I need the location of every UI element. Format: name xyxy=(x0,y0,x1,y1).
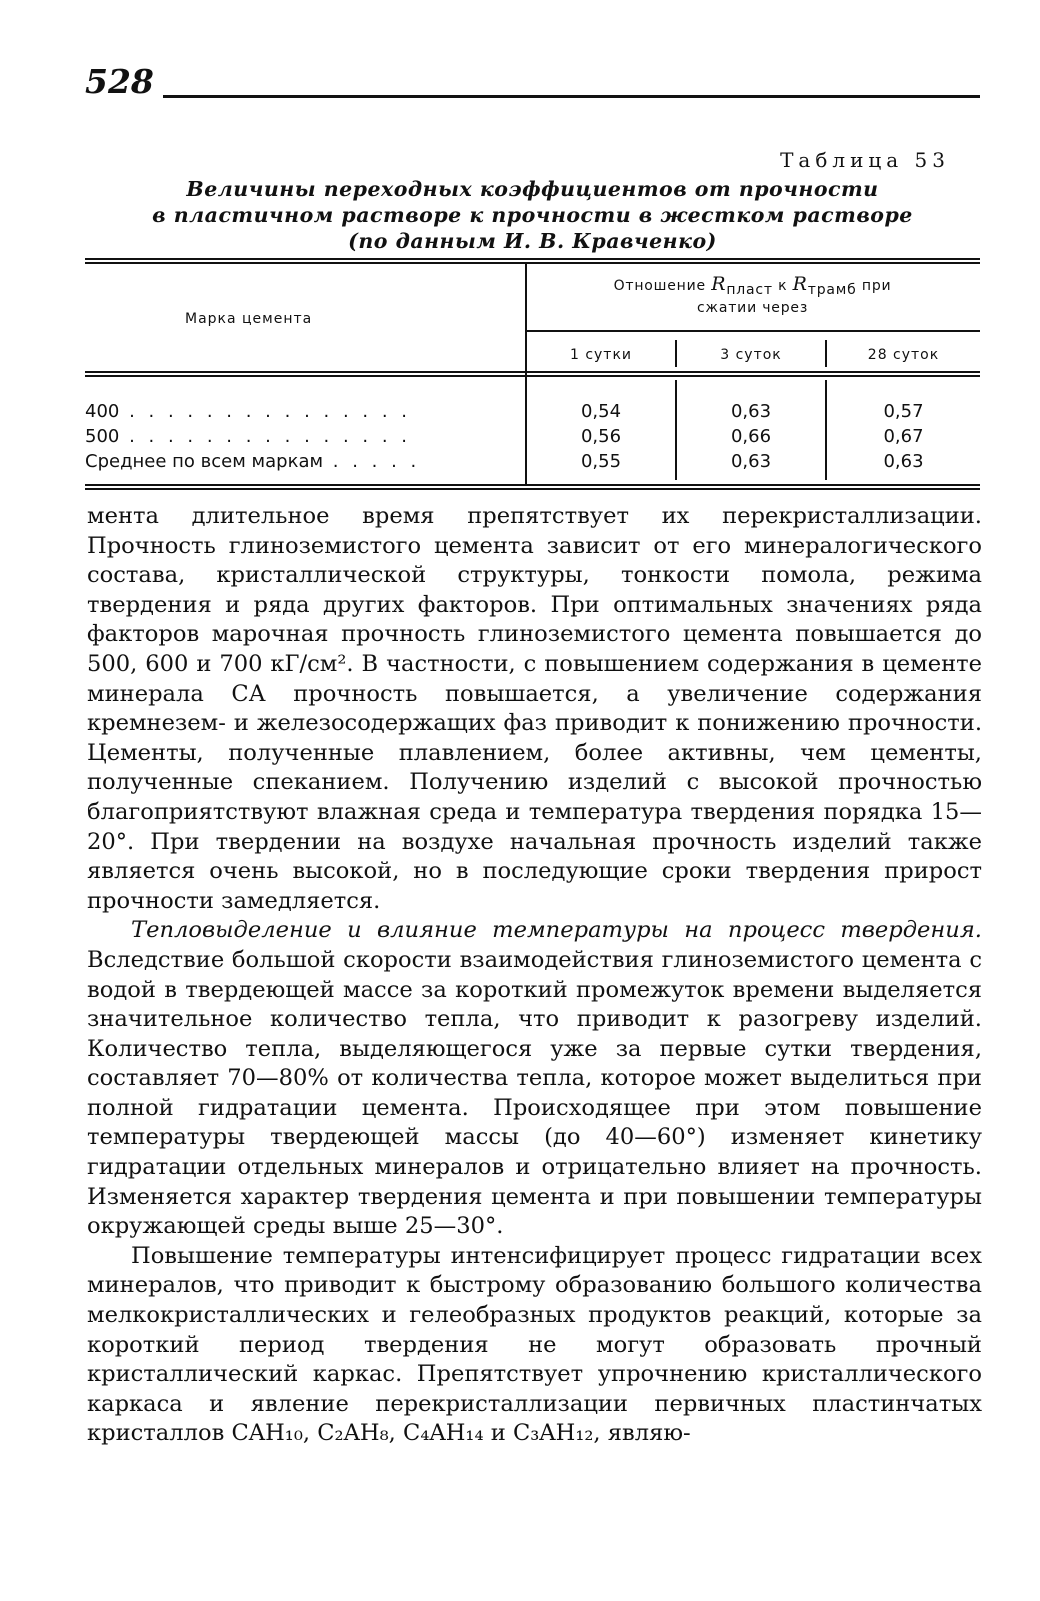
table-cell: 0,67 xyxy=(883,426,924,447)
table-header-bottom-rule xyxy=(85,371,980,373)
table-row-label xyxy=(85,450,420,474)
paragraph xyxy=(87,916,982,1242)
table-cell: 0,57 xyxy=(883,401,924,422)
table-bottom-rule xyxy=(85,484,980,486)
body-text xyxy=(87,502,982,1449)
sub-header-3-days: 3 суток xyxy=(720,347,782,363)
row-label-text: Среднее по всем маркам xyxy=(85,451,324,472)
table-top-rule xyxy=(85,262,980,264)
ratio-line2: сжатии через xyxy=(696,300,809,316)
coefficient-table xyxy=(85,258,980,493)
paragraph-text: Вследствие большой скорости взаимодействия глиноземистого цемента с водой в твердеющей массе за короткий промежуток времени выделяется значительное количество тепла, что приводит к разогреву изделий. Количество тепла, выделяющегося уже за первые сутки твердения, составляет 70—80% от количества тепла, которое может выделиться при полной гидратации цемента. Происходящее при этом повышение температуры твердеющей массы (до 40—60°) изменяет кинетику гидратации отдельных минералов и отрицательно влияет на прочность. Изменяется характер твердения цемента и при повышении температуры окружающей среды выше 25—30°. xyxy=(87,946,982,1240)
section-heading-inline: Тепловыделение и влияние температуры на процесс твердения. xyxy=(131,917,982,944)
header-rule xyxy=(163,95,980,98)
row-label-text: 400 xyxy=(85,401,120,422)
table-cell: 0,55 xyxy=(580,451,622,472)
row-leader: . . . . . xyxy=(323,451,421,472)
page-number: 528 xyxy=(85,62,154,101)
table-title-line: (по данным И. В. Кравченко) xyxy=(348,229,717,253)
sub-header-28-days: 28 суток xyxy=(867,347,940,363)
table-title-line: Величины переходных коэффициентов от прочности xyxy=(186,177,879,201)
paragraph: мента длительное время препятствует их перекристаллизации. Прочность глиноземистого цемента зависит от его минералогического состава, кристаллической структуры, тонкости помола, режима твердения и ряда других факторов. При оптимальных значениях ряда факторов марочная прочность глиноземистого цемента повышается до 500, 600 и 700 кГ/см². В частности, с повышением содержания в цементе минерала СА прочность повышается, а увеличение содержания кремнезем- и железосодержащих фаз приводит к понижению прочности. Цементы, полученные плавлением, более активны, чем цементы, полученные спеканием. Получению изделий с высокой прочностью благоприятствуют влажная среда и температура твердения порядка 15—20°. При твердении на воздухе начальная прочность изделий также является очень высокой, но в последующие сроки твердения прирост прочности замедляется. xyxy=(87,503,982,914)
ratio-r2: R xyxy=(792,273,808,295)
sub-header-1-day: 1 сутки xyxy=(569,347,633,363)
table-label: Таблица 53 xyxy=(780,148,950,172)
ratio-r1: R xyxy=(711,273,727,295)
table-bottom-rule xyxy=(85,488,980,490)
column-header-cement-grade: Марка цемента xyxy=(185,311,313,327)
column-header-ratio xyxy=(525,274,980,318)
table-row-label xyxy=(85,425,411,449)
table-cell: 0,63 xyxy=(730,401,772,422)
table-cell: 0,66 xyxy=(730,426,772,447)
table-cell: 0,63 xyxy=(883,451,924,472)
row-leader: . . . . . . . . . . . . . . . xyxy=(119,426,412,447)
table-row-label xyxy=(85,400,411,424)
ratio-mid: к xyxy=(778,278,788,294)
paragraph: Повышение температуры интенсифицирует процесс гидратации всех минералов, что приводит к быстрому образованию большого количества мелкокристаллических и гелеобразных продуктов реакций, которые за короткий период твердения не могут образовать прочный кристаллический каркас. Препятствует упрочнению кристаллического каркаса и явление перекристаллизации первичных пластинчатых кристаллов CAH₁₀, C₂AH₈, C₄AH₁₄ и C₃AH₁₂, являю- xyxy=(87,1242,982,1447)
row-leader: . . . . . . . . . . . . . . . xyxy=(119,401,412,422)
ratio-suffix: при xyxy=(861,278,892,294)
table-title-line: в пластичном растворе к прочности в жестком растворе xyxy=(152,203,913,227)
ratio-r2-subscript: трамб xyxy=(807,282,857,298)
row-label-text: 500 xyxy=(85,426,120,447)
table-header-rule xyxy=(525,330,980,332)
table-cell: 0,54 xyxy=(580,401,622,422)
table-title xyxy=(85,176,980,254)
table-cell: 0,56 xyxy=(580,426,622,447)
ratio-prefix: Отношение xyxy=(613,278,706,294)
table-header-bottom-rule xyxy=(85,375,980,377)
ratio-r1-subscript: пласт xyxy=(726,282,773,298)
page-header xyxy=(85,62,980,106)
table-cell: 0,63 xyxy=(730,451,772,472)
table-top-rule xyxy=(85,258,980,260)
